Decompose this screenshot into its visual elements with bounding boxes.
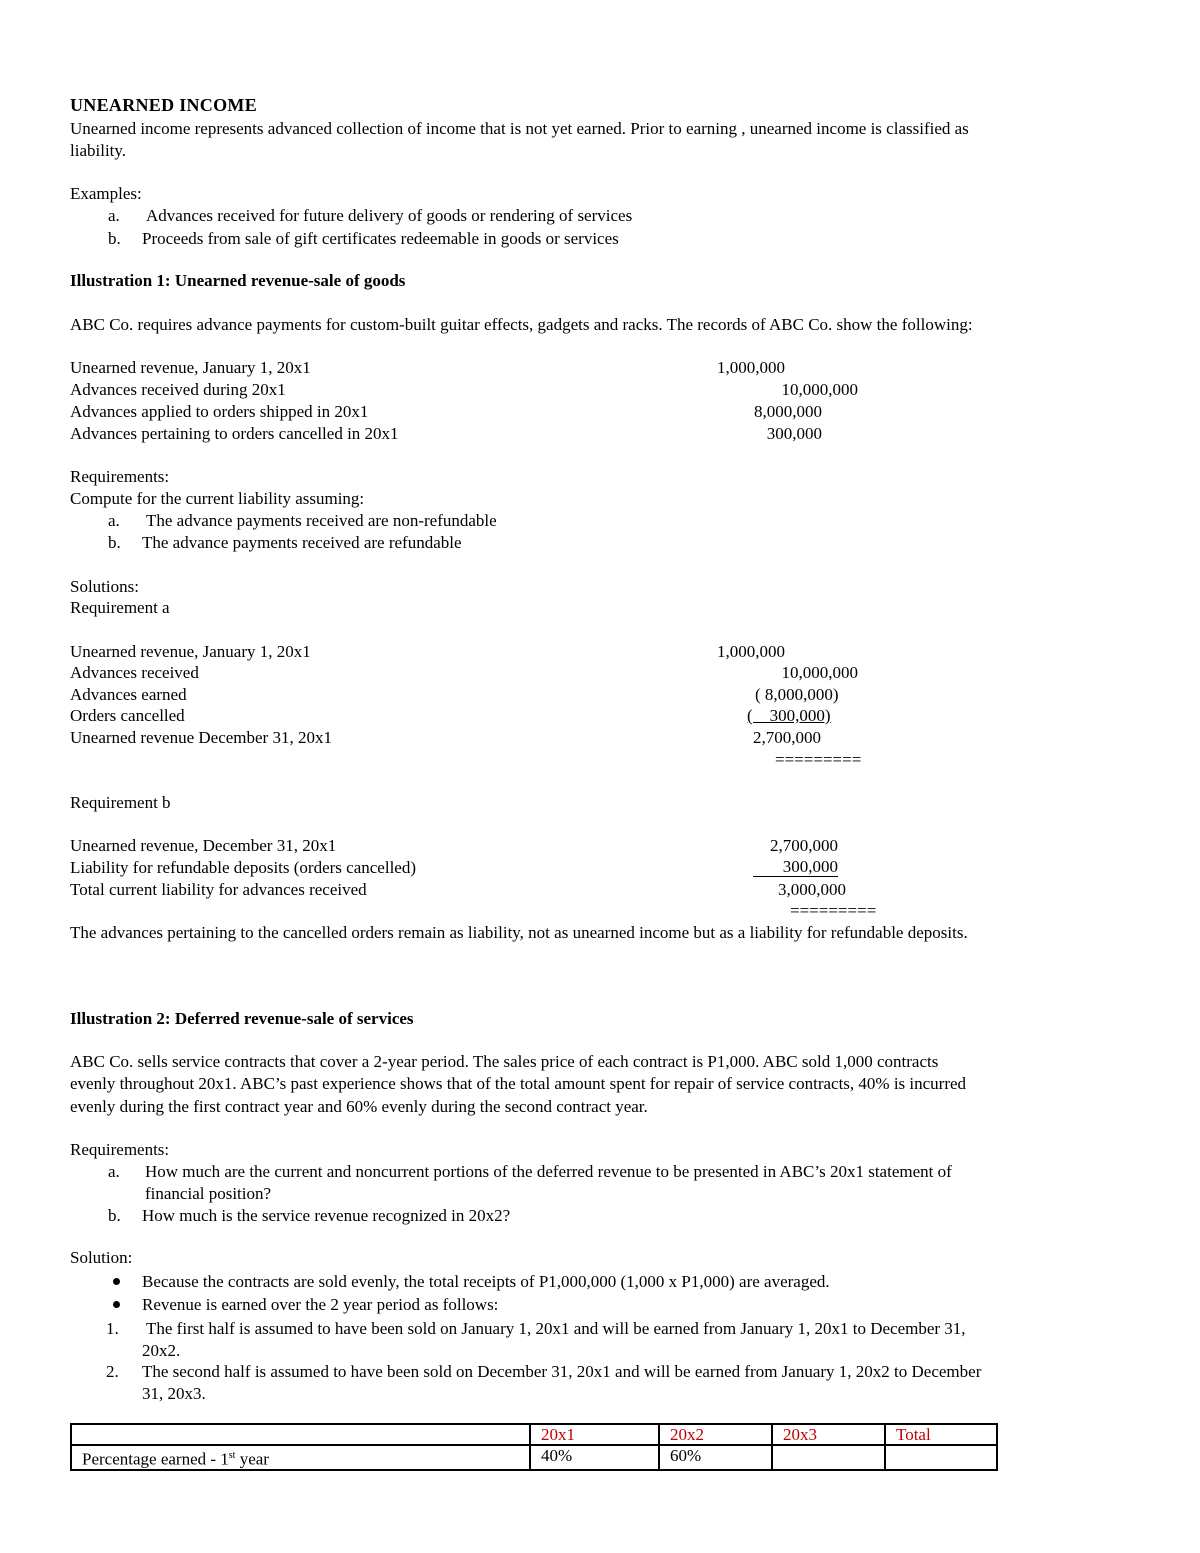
requirement-a-text: The advance payments received are non-refundable (146, 511, 497, 530)
record-amount: 1,000,000 (717, 358, 785, 377)
solution-amount: 1,000,000 (717, 642, 785, 661)
page-title: UNEARNED INCOME (70, 95, 258, 115)
table-header-cell: 20x1 (530, 1424, 659, 1445)
numbered-1-line-2: 20x2. (142, 1341, 181, 1360)
requirement-marker-a: a. (108, 1162, 120, 1181)
solution-label: Unearned revenue December 31, 20x1 (70, 728, 332, 747)
illustration-2-desc-3: evenly during the first contract year and 60% evenly during the second contract year. (70, 1097, 648, 1116)
requirement-a-heading: Requirement a (70, 598, 170, 617)
solution-amount: 10,000,000 (781, 663, 858, 682)
examples-label: Examples: (70, 184, 142, 203)
bullet-text: Revenue is earned over the 2 year period as follows: (142, 1295, 499, 1314)
numbered-marker-2: 2. (106, 1362, 119, 1381)
table-header-cell: 20x2 (659, 1424, 772, 1445)
table-cell (885, 1445, 997, 1470)
record-label: Advances pertaining to orders cancelled in 20x1 (70, 424, 399, 443)
illustration-2-desc-1: ABC Co. sells service contracts that cover a 2-year period. The sales price of each contract is P1,000. ABC sold 1,000 contracts (70, 1052, 939, 1071)
illustration-2-desc-2: evenly throughout 20x1. ABC’s past experience shows that of the total amount spent for repair of service contracts, 40% is incurred (70, 1074, 967, 1093)
table-row (71, 1445, 997, 1470)
record-label: Advances received during 20x1 (70, 380, 286, 399)
solution-label: Total current liability for advances received (70, 880, 367, 899)
solution-label: Liability for refundable deposits (orders cancelled) (70, 858, 417, 877)
requirement-b-text-2: How much is the service revenue recognized in 20x2? (142, 1206, 511, 1225)
bullet-text: Because the contracts are sold evenly, the total receipts of P1,000,000 (1,000 x P1,000) are averaged. (142, 1272, 830, 1291)
solution-label-2: Solution: (70, 1248, 133, 1267)
requirements-label: Requirements: (70, 467, 170, 486)
solution-amount: ( 300,000) (747, 706, 831, 725)
record-amount: 10,000,000 (781, 380, 858, 399)
numbered-1-line-1: The first half is assumed to have been sold on January 1, 20x1 and will be earned from January 1, 20x1 to December 31, (146, 1319, 966, 1338)
solution-amount: 2,700,000 (753, 728, 821, 747)
bullet-icon (113, 1301, 120, 1308)
table-cell (772, 1445, 885, 1470)
intro-line-2: liability. (70, 141, 127, 160)
double-underline: ========= (790, 901, 877, 920)
example-a-text: Advances received for future delivery of goods or rendering of services (146, 206, 633, 225)
requirement-b-text: The advance payments received are refundable (142, 533, 462, 552)
illustration-1-description: ABC Co. requires advance payments for custom-built guitar effects, gadgets and racks. The records of ABC Co. show the following: (70, 315, 973, 334)
table-row-label (71, 1445, 530, 1470)
row-label-suffix: year (235, 1449, 269, 1469)
example-marker-a: a. (108, 206, 120, 225)
row-label-superscript: st (228, 1450, 236, 1461)
requirement-marker-a: a. (108, 511, 120, 530)
solution-label: Unearned revenue, December 31, 20x1 (70, 836, 337, 855)
numbered-2-line-1: The second half is assumed to have been sold on December 31, 20x1 and will be earned from January 1, 20x2 to December (142, 1362, 982, 1381)
record-label: Unearned revenue, January 1, 20x1 (70, 358, 311, 377)
example-marker-b: b. (108, 229, 121, 248)
row-label-text: Percentage earned - 1 (82, 1449, 229, 1469)
solution-amount: ( 8,000,000) (755, 685, 839, 704)
table-header-cell: 20x3 (772, 1424, 885, 1445)
illustration-1-heading: Illustration 1: Unearned revenue-sale of goods (70, 271, 406, 290)
numbered-2-line-2: 31, 20x3. (142, 1384, 206, 1403)
requirement-a-line-1: How much are the current and noncurrent portions of the deferred revenue to be presented in ABC’s 20x1 statement of (145, 1162, 952, 1181)
table-cell: 60% (659, 1445, 772, 1470)
example-b-text: Proceeds from sale of gift certificates redeemable in goods or services (142, 229, 619, 248)
solution-amount: 3,000,000 (778, 880, 846, 899)
cancelled-orders-note: The advances pertaining to the cancelled orders remain as liability, not as unearned income but as a liability for refundable deposits. (70, 923, 968, 942)
requirement-b-heading: Requirement b (70, 793, 171, 812)
solution-label: Orders cancelled (70, 706, 185, 725)
requirements-label-2: Requirements: (70, 1140, 170, 1159)
table-header-row (71, 1424, 997, 1445)
requirements-intro: Compute for the current liability assuming: (70, 489, 365, 508)
solution-label: Advances earned (70, 685, 187, 704)
double-underline: ========= (775, 750, 862, 769)
percentage-table (70, 1423, 998, 1471)
table-header-cell (71, 1424, 530, 1445)
illustration-2-heading: Illustration 2: Deferred revenue-sale of services (70, 1009, 414, 1028)
solution-amount: 300,000 (753, 857, 838, 877)
record-amount: 300,000 (766, 424, 822, 443)
table-header-cell: Total (885, 1424, 997, 1445)
requirement-marker-b: b. (108, 1206, 121, 1225)
record-label: Advances applied to orders shipped in 20x1 (70, 402, 369, 421)
bullet-icon (113, 1278, 120, 1285)
solutions-label: Solutions: (70, 577, 139, 596)
table-cell: 40% (530, 1445, 659, 1470)
solution-amount: 2,700,000 (770, 836, 838, 855)
solution-label: Advances received (70, 663, 199, 682)
solution-label: Unearned revenue, January 1, 20x1 (70, 642, 311, 661)
record-amount: 8,000,000 (754, 402, 822, 421)
numbered-marker-1: 1. (106, 1319, 119, 1338)
intro-line-1: Unearned income represents advanced collection of income that is not yet earned. Prior to earning , unearned income is classified as (70, 119, 969, 138)
requirement-a-line-2: financial position? (145, 1184, 272, 1203)
requirement-marker-b: b. (108, 533, 121, 552)
